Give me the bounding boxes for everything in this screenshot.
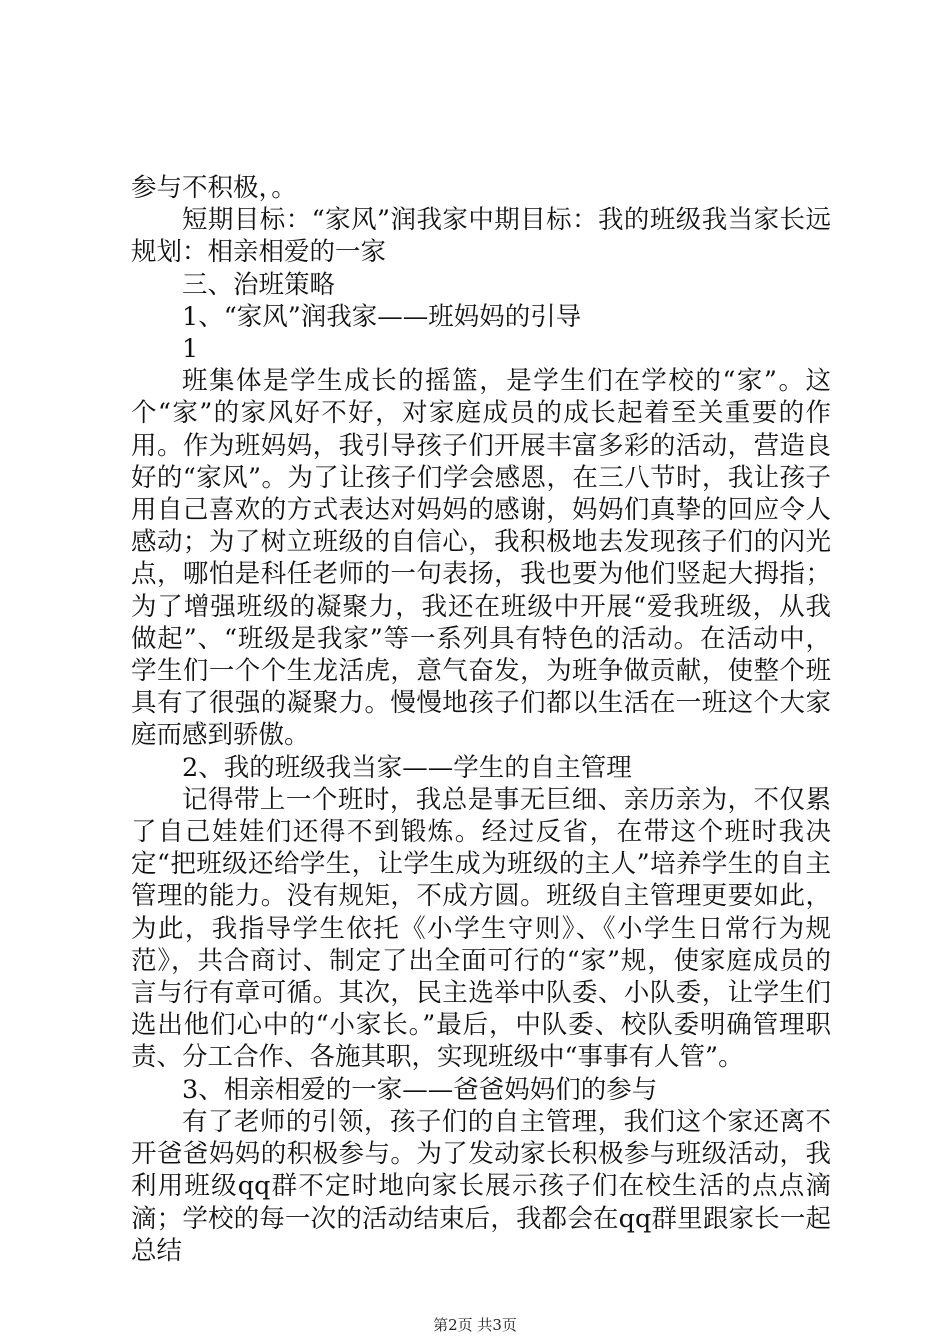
subheading-3: 3、相亲相爱的一家——爸爸妈妈们的参与: [182, 1074, 658, 1105]
document-body: [131, 172, 831, 1267]
paragraph-3: 有了老师的引领，孩子们的自主管理，我们这个家还离不开爸爸妈妈的积极参与。为了发动家长积极参与班级活动，我利用班级qq群不定时地向家长展示孩子们在校生活的点点滴滴；学校的每一次的活动结束后，我都会在qq群里跟家长一起总结: [131, 1106, 831, 1266]
page-footer: 第2页 共3页: [433, 1316, 517, 1334]
paragraph-2: 记得带上一个班时，我总是事无巨细、亲历亲为，不仅累了自己娃娃们还得不到锻炼。经过反省，在带这个班时我决定“把班级还给学生，让学生成为班级的主人”培养学生的自主管理的能力。没有规矩，不成方圆。班级自主管理更要如此，为此，我指导学生依托《小学生守则》、《小学生日常行为规范》，共合商讨、制定了出全面可行的“家”规，使家庭成员的言与行有章可循。其次，民主选举中队委、小队委，让学生们选出他们心中的“小家长。”最后，中队委、校队委明确管理职责、分工合作、各施其职，实现班级中“事事有人管”。: [131, 784, 831, 1073]
stray-number: 1: [182, 334, 199, 365]
paragraph-goals: 短期目标：“家风”润我家中期目标：我的班级我当家长远规划：相亲相爱的一家: [131, 205, 831, 268]
subheading-2: 2、我的班级我当家——学生的自主管理: [182, 752, 632, 783]
section-heading: 三、治班策略: [182, 269, 336, 300]
paragraph-continuation: 参与不积极，。: [131, 173, 297, 203]
subheading-1: 1、“家风”润我家——班妈妈的引导: [182, 301, 582, 332]
paragraph-1: 班集体是学生成长的摇篮，是学生们在学校的“家”。这个“家”的家风好不好，对家庭成员的成长起着至关重要的作用。作为班妈妈，我引导孩子们开展丰富多彩的活动，营造良好的“家风”。为了让孩子们学会感恩，在三八节时，我让孩子用自己喜欢的方式表达对妈妈的感谢，妈妈们真挚的回应令人感动；为了树立班级的自信心，我积极地去发现孩子们的闪光点，哪怕是科任老师的一句表扬，我也要为他们竖起大拇指；为了增强班级的凝聚力，我还在班级中开展“爱我班级，从我做起”、“班级是我家”等一系列具有特色的活动。在活动中，学生们一个个生龙活虎，意气奋发，为班争做贡献，使整个班具有了很强的凝聚力。慢慢地孩子们都以生活在一班这个大家庭而感到骄傲。: [131, 366, 831, 751]
